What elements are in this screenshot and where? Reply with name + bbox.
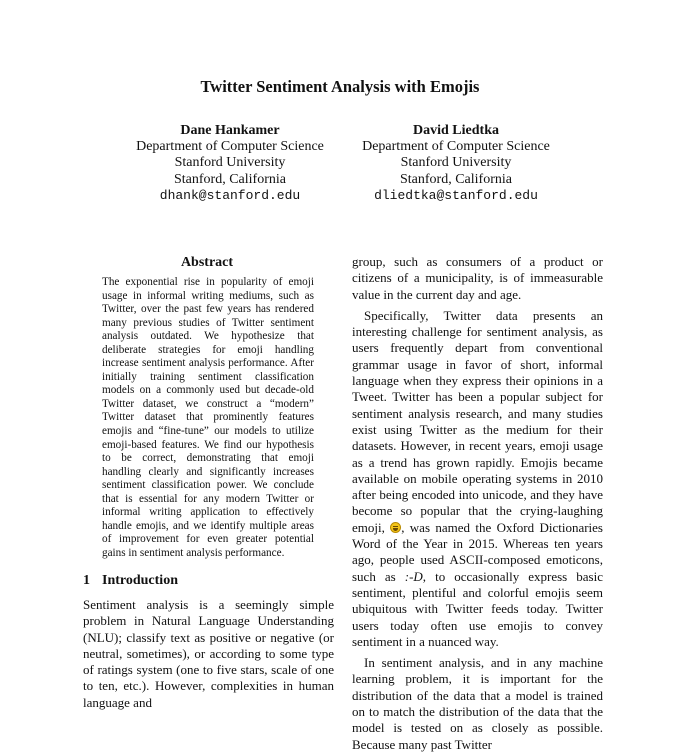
section-number: 1 bbox=[83, 573, 90, 588]
author-email: dliedtka@stanford.edu bbox=[374, 187, 538, 203]
emoticon-text: :-D bbox=[404, 568, 423, 584]
abstract-text bbox=[102, 276, 314, 560]
introduction-left-column bbox=[83, 597, 334, 711]
section-title: Introduction bbox=[102, 573, 178, 588]
author-location: Stanford, California bbox=[174, 171, 286, 187]
crying-laughing-emoji-icon bbox=[390, 522, 401, 533]
author-department: Department of Computer Science bbox=[136, 139, 324, 155]
abstract-paragraph: The exponential rise in popularity of emoji usage in informal writing mediums, such as Twitter, over the past few years has rendered many previous studies of Twitter sentiment analysis outdated. We hypothesize that deliberate strategies for emoji handling increase sentiment analysis performance. After initially training sentiment classification models on a commonly used but decade-old Twitter dataset, we construct a “modern” Twitter dataset that prominently features emojis and “fine-tune” our models to utilize emoji-based features. We find our hypothesis to be correct, demonstrating that emoji handling clearly and significantly increases sentiment classification power. We conclude that is essential for any modern Twitter or informal writing application to effectively handle emojis, and we identify multiple areas of improvement for even greater potential gains in sentiment analysis performance. bbox=[102, 276, 314, 559]
author-department: Department of Computer Science bbox=[362, 139, 550, 155]
body-paragraph: group, such as consumers of a product or citizens of a municipality, is of immeasurable value in the current day and age. bbox=[352, 254, 603, 302]
body-paragraph: In sentiment analysis, and in any machine learning problem, it is important for the distribution of the data that a model is trained on to match the distribution of the data that the model is tested on as closely as possible. Because many past Twitter bbox=[352, 655, 603, 752]
author-email: dhank@stanford.edu bbox=[159, 187, 301, 203]
author-block bbox=[110, 123, 350, 204]
section-heading-introduction bbox=[83, 572, 178, 590]
paragraph-text: , was named the Oxford Dictionaries Word of the Year in 2015. Whereas ten years ago, people used ASCII-composed emoticons, such as bbox=[352, 519, 603, 584]
abstract-heading: Abstract bbox=[180, 255, 234, 270]
right-column bbox=[352, 254, 603, 753]
paragraph-text: , to occasionally express basic sentiment, plentiful and colorful emojis seem ubiquitous with Twitter feeds today. Twitter users today often use emojis to convey sentiment in a nuanced way. bbox=[352, 568, 603, 649]
paper-title: Twitter Sentiment Analysis with Emojis bbox=[200, 77, 480, 96]
paragraph-text: Specifically, Twitter data presents an interesting challenge for sentiment analysis, as users frequently depart from conventional grammar usage in favor of short, informal language when they express their opinions in a Tweet. Twitter has been a popular subject for sentiment analysis research, and many studies exist using Twitter as the medium for their datasets. However, in recent years, emoji usage as a trend has grown rapidly. Emojis became available on mobile operating systems in 2010 after being encoded into unicode, and they have become so popular that the crying-laughing emoji, bbox=[352, 307, 603, 535]
author-name: Dane Hankamer bbox=[180, 123, 280, 138]
author-university: Stanford University bbox=[174, 155, 286, 171]
author-name: David Liedtka bbox=[413, 123, 499, 138]
author-location: Stanford, California bbox=[400, 171, 512, 187]
body-paragraph bbox=[352, 308, 603, 650]
body-paragraph: Sentiment analysis is a seemingly simple problem in Natural Language Understanding (NLU); classify text as positive or negative (or neutral, sometimes), or according to some type of ratings system (one to five stars, scale of one to ten, etc.). However, complexities in human language and bbox=[83, 597, 334, 710]
author-block bbox=[336, 123, 576, 204]
author-university: Stanford University bbox=[400, 155, 512, 171]
